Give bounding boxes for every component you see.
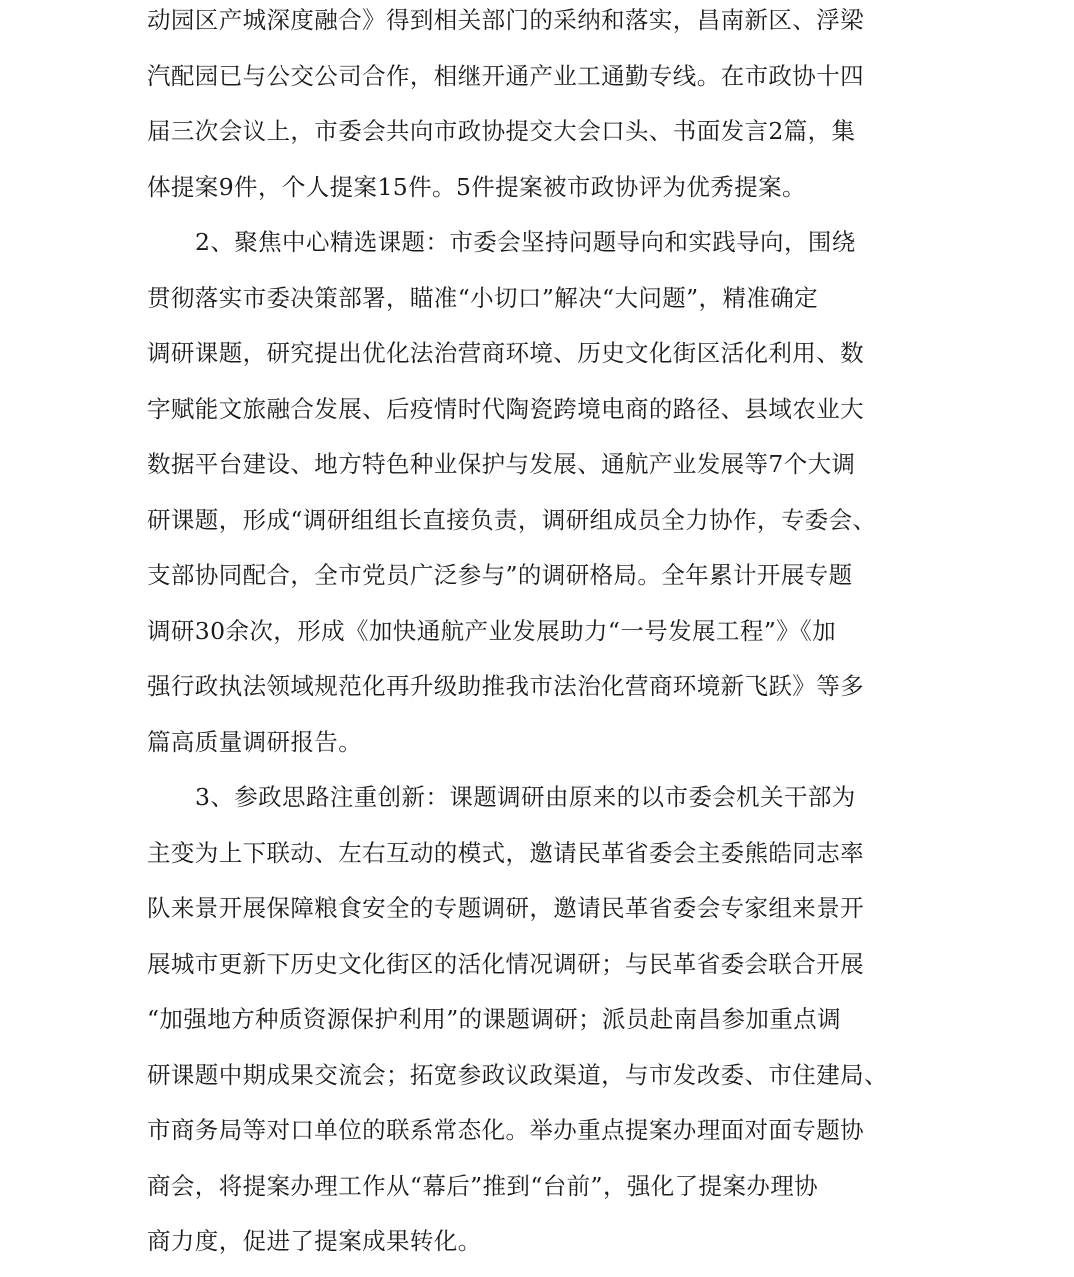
- text-line: 篇高质量调研报告。: [147, 727, 363, 756]
- text-line: 强行政执法领域规范化再升级助推我市法治化营商环境新飞跃》等多: [147, 672, 864, 700]
- text-line: 体提案9件，个人提案15件。5件提案被市政协评为优秀提案。: [147, 172, 806, 201]
- text-line: 数据平台建设、地方特色种业保护与发展、通航产业发展等7个大调: [147, 450, 856, 478]
- text-line: 队来景开展保障粮食安全的专题调研，邀请民革省委会专家组来景开: [147, 894, 864, 922]
- text-line: 商会，将提案办理工作从“幕后”推到“台前”，强化了提案办理协: [147, 1171, 819, 1200]
- text-line: 主变为上下联动、左右互动的模式，邀请民革省委会主委熊皓同志率: [147, 838, 864, 867]
- text-line: 市商务局等对口单位的联系常态化。举办重点提案办理面对面专题协: [147, 1116, 864, 1144]
- text-line: 展城市更新下历史文化街区的活化情况调研；与民革省委会联合开展: [147, 949, 864, 978]
- text-line: 调研30余次，形成《加快通航产业发展助力“一号发展工程”》《加: [147, 616, 837, 645]
- text-line: 汽配园已与公交公司合作，相继开通产业工通勤专线。在市政协十四: [147, 61, 864, 90]
- text-line: 支部协同配合，全市党员广泛参与”的调研格局。全年累计开展专题: [147, 561, 853, 589]
- paragraph-2-first-line: 2、聚焦中心精选课题：市委会坚持问题导向和实践导向，围绕: [195, 228, 856, 256]
- text-line: 研课题中期成果交流会；拓宽参政议政渠道，与市发改委、市住建局、: [147, 1060, 888, 1089]
- paragraph-3-first-line: 3、参政思路注重创新：课题调研由原来的以市委会机关干部为: [195, 783, 856, 811]
- text-line: “加强地方种质资源保护利用”的课题调研；派员赴南昌参加重点调: [147, 1005, 842, 1033]
- text-line: 贯彻落实市委决策部署，瞄准“小切口”解决“大问题”，精准确定: [147, 283, 819, 312]
- text-line: 字赋能文旅融合发展、后疫情时代陶瓷跨境电商的路径、县域农业大: [147, 394, 864, 423]
- document-body: [147, 0, 947, 1277]
- text-line: 商力度，促进了提案成果转化。: [147, 1227, 482, 1255]
- text-line: 研课题，形成“调研组组长直接负责，调研组成员全力协作，专委会、: [147, 505, 877, 534]
- text-line: 动园区产城深度融合》得到相关部门的采纳和落实，昌南新区、浮梁: [147, 6, 864, 34]
- text-line: 调研课题，研究提出优化法治营商环境、历史文化街区活化利用、数: [147, 339, 864, 367]
- text-line: 届三次会议上，市委会共向市政协提交大会口头、书面发言2篇，集: [147, 117, 856, 145]
